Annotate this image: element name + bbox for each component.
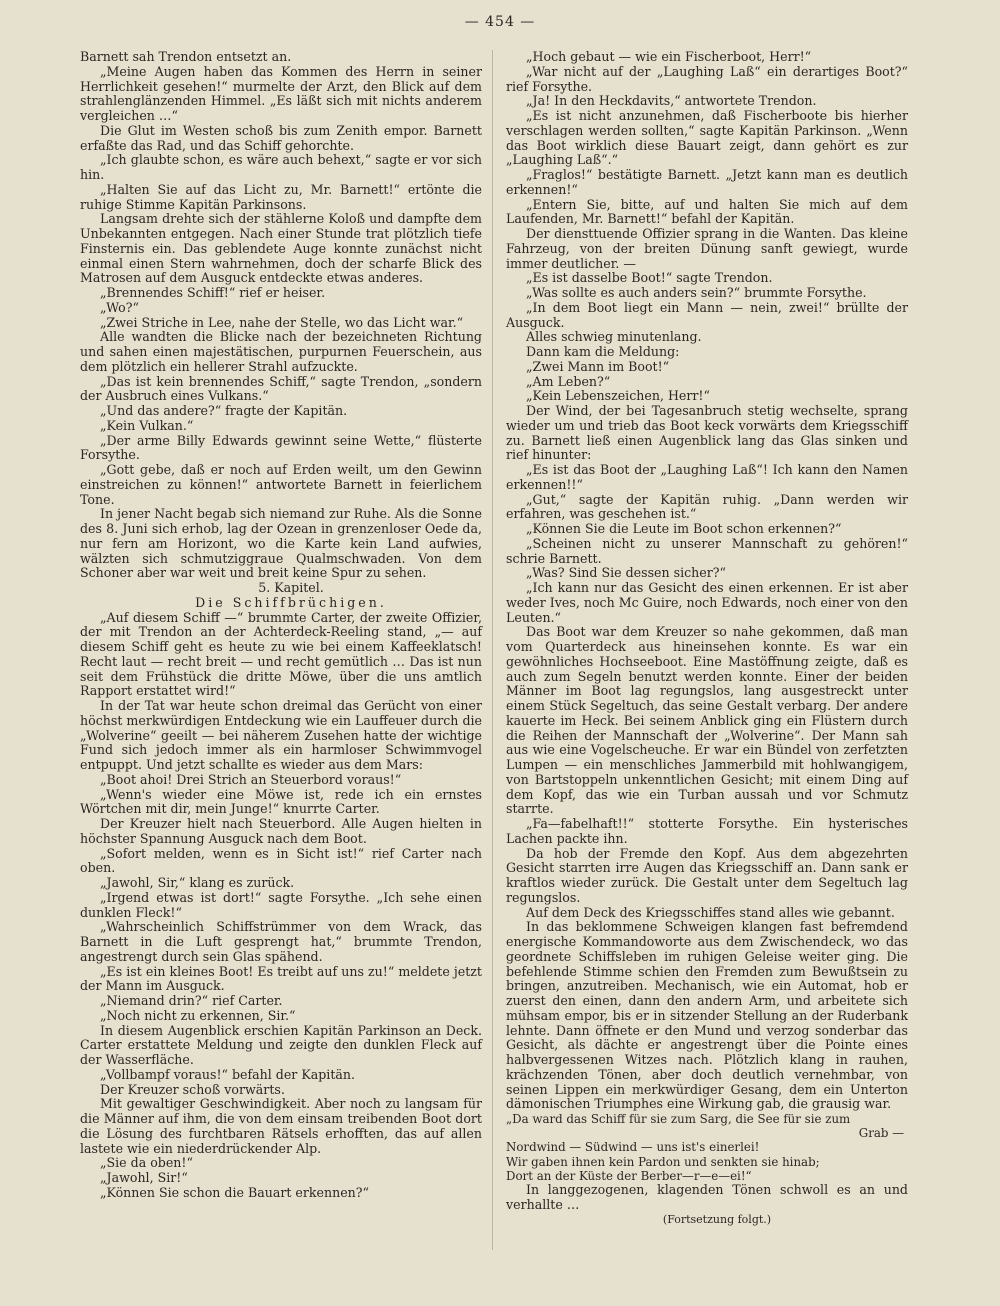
left-paragraphs	[80, 50, 482, 581]
paragraph: „Wenn's wieder eine Möwe ist, rede ich ein ernstes Wörtchen mit dir, mein Junge!“ knurrte Carter.	[80, 786, 482, 817]
paragraph: In das beklommene Schweigen klangen fast befremdend energische Kommandoworte aus dem Zwischendeck, wo das geordnete Schiffsleben im ruhigen Geleise weiter ging. Die befehlende Stimme schien den Fremden zum Bewußtsein zu bringen, anzutreiben. Mechanisch, wie ein Automat, hob er zuerst den einen, dann den andern Arm, und arbeitete sich mühsam empor, bis er in sitzender Stellung an der Ruderbank lehnte. Dann öffnete er den Mund und verzog sonderbar das Gesicht, als dächte er angestrengt über die Pointe eines halbvergessenen Witzes nach. Plötzlich klang in rauhen, krächzenden Tönen, aber doch deutlich vernehmbar, von seinen Lippen ein merkwürdiger Gesang, dem ein Unterton dämonischen Triumphes eine Wirkung gab, die grausig war.	[506, 919, 908, 1112]
paragraph: „Sie da oben!“	[100, 1155, 193, 1171]
paragraph: „Hoch gebaut — wie ein Fischerboot, Herr!“	[526, 49, 812, 64]
paragraph: „Boot ahoi! Drei Strich an Steuerbord voraus!“	[100, 771, 402, 787]
paragraph: „Es ist dasselbe Boot!“ sagte Trendon.	[526, 270, 773, 286]
paragraph: „Niemand drin?“ rief Carter.	[100, 993, 283, 1008]
paragraph: „Irgend etwas ist dort!“ sagte Forsythe. „Ich sehe einen dunklen Fleck!“	[80, 889, 482, 920]
paragraph: „Ich glaubte schon, es wäre auch behext,“ sagte er vor sich hin.	[80, 152, 482, 182]
verse-line-end: Grab —	[858, 1126, 904, 1141]
paragraph: „Ich kann nur das Gesicht des einen erkennen. Er ist aber weder Ives, noch Mc Guire, noch Edwards, noch einer von den Leuten.“	[506, 580, 908, 625]
paragraph: „Es ist das Boot der „Laughing Laß“! Ich kann den Namen erkennen!!“	[506, 462, 908, 492]
paragraph: „Am Leben?“	[526, 373, 611, 389]
left-column	[80, 50, 482, 1201]
paragraph: Auf dem Deck des Kriegsschiffes stand alles wie gebannt.	[526, 904, 895, 920]
paragraph: In der Tat war heute schon dreimal das Gerücht von einer höchst merkwürdigen Entdeckung wie ein Lauffeuer durch die „Wolverine“ geeilt — bei näherem Zusehen hatte der wichtige Fund sich jedoch immer als ein harmloser Schwimmvogel entpuppt. Und jetzt schallte es wieder aus dem Mars:	[80, 698, 482, 772]
paragraph: Langsam drehte sich der stählerne Koloß und dampfte dem Unbekannten entgegen. Nach einer Stunde trat plötzlich tiefe Finsternis ein. Das geblendete Auge konnte zunächst nicht einmal einen Stern wahrnehmen, doch der scharfe Blick des Matrosen auf dem Ausguck entdeckte etwas anderes.	[80, 211, 482, 286]
verse-line: Nordwind — Südwind — uns ist's einerlei!	[506, 1140, 760, 1155]
paragraph: Der diensttuende Offizier sprang in die Wanten. Das kleine Fahrzeug, von der breiten Dünung sanft gewiegt, wurde immer deutlicher. —	[506, 226, 908, 271]
right-paragraphs-after	[506, 1183, 908, 1213]
paragraph: Barnett sah Trendon entsetzt an.	[80, 49, 292, 64]
paragraph: „Scheinen nicht zu unserer Mannschaft zu gehören!“ schrie Barnett.	[506, 535, 908, 566]
paragraph: „Zwei Striche in Lee, nahe der Stelle, wo das Licht war.“	[100, 314, 464, 330]
paragraph: Alle wandten die Blicke nach der bezeichneten Richtung und sahen einen majestätischen, purpurnen Feuerschein, aus dem plötzlich ein hellerer Strahl aufzuckte.	[80, 329, 482, 374]
paragraph: „Das ist kein brennendes Schiff,“ sagte Trendon, „sondern der Ausbruch eines Vulkans.“	[80, 373, 482, 404]
column-rule	[492, 50, 493, 1250]
page-number: — 454 —	[464, 14, 536, 30]
paragraph: „Können Sie die Leute im Boot schon erkennen?“	[526, 521, 842, 536]
paragraph: „Auf diesem Schiff —“ brummte Carter, der zweite Offizier, der mit Trendon an der Achterdeck-Reeling stand, „— auf diesem Schiff geht es heute zu wie bei einem Kaffeeklatsch! Recht laut — recht breit — und recht gemütlich … Das ist nun seit dem Frühstück die dritte Möwe, über die uns amtlich Rapport erstattet wird!“	[80, 609, 482, 699]
paragraph: „War nicht auf der „Laughing Laß“ ein derartiges Boot?“ rief Forsythe.	[506, 63, 908, 94]
paragraph: In jener Nacht begab sich niemand zur Ruhe. Als die Sonne des 8. Juni sich erhob, lag der Ozean in grenzenloser Oede da, nur fern am Horizont, wo die Karte kein Land aufwies, wälzten sich schmutziggraue Qualmschwaden. Von dem Schoner aber war weit und breit keine Spur zu sehen.	[80, 506, 482, 581]
paragraph: „Sofort melden, wenn es in Sicht ist!“ rief Carter nach oben.	[80, 845, 482, 876]
paragraph: Mit gewaltiger Geschwindigkeit. Aber noch zu langsam für die Männer auf ihm, die von dem einsam treibenden Boot dort die Lösung des furchtbaren Rätsels erhofften, das auf allen lastete wie ein niederdrückender Alp.	[80, 1096, 482, 1156]
paragraph: Alles schwieg minutenlang.	[526, 329, 702, 345]
left-paragraphs-after	[80, 611, 482, 1201]
right-column	[506, 50, 908, 1227]
paragraph: „In dem Boot liegt ein Mann — nein, zwei!“ brüllte der Ausguck.	[506, 299, 908, 330]
paragraph: Die Glut im Westen schoß bis zum Zenith empor. Barnett erfaßte das Rad, und das Schiff gehorchte.	[80, 122, 482, 153]
paragraph: „Fa—fabelhaft!!“ stotterte Forsythe. Ein hysterisches Lachen packte ihn.	[506, 816, 908, 846]
song-verse	[506, 1112, 908, 1183]
paragraph: Dann kam die Meldung:	[526, 344, 680, 359]
paragraph: „Können Sie schon die Bauart erkennen?“	[100, 1184, 369, 1200]
verse-line: Wir gaben ihnen kein Pardon und senkten sie hinab;	[506, 1154, 820, 1169]
paragraph: „Was? Sind Sie dessen sicher?“	[526, 565, 726, 581]
continuation-note: (Fortsetzung folgt.)	[662, 1212, 772, 1226]
paragraph: „Wo?“	[100, 299, 139, 315]
paragraph: „Es ist ein kleines Boot! Es treibt auf uns zu!“ meldete jetzt der Mann im Ausguck.	[80, 963, 482, 994]
paragraph: „Kein Vulkan.“	[100, 417, 194, 433]
paragraph: „Fraglos!“ bestätigte Barnett. „Jetzt kann man es deutlich erkennen!“	[506, 167, 908, 197]
paragraph: „Wahrscheinlich Schiffstrümmer von dem Wrack, das Barnett in die Luft gesprengt hat,“ brummte Trendon, angestrengt durch sein Glas spähend.	[80, 919, 482, 964]
right-paragraphs	[506, 50, 908, 1112]
paragraph: „Der arme Billy Edwards gewinnt seine Wette,“ flüsterte Forsythe.	[80, 432, 482, 463]
paragraph: „Kein Lebenszeichen, Herr!“	[526, 388, 710, 404]
paragraph: „Halten Sie auf das Licht zu, Mr. Barnett!“ ertönte die ruhige Stimme Kapitän Parkinsons.	[80, 181, 482, 212]
paragraph: „Jawohl, Sir,“ klang es zurück.	[100, 875, 295, 890]
paragraph: „Noch nicht zu erkennen, Sir.“	[100, 1007, 296, 1023]
paragraph: Das Boot war dem Kreuzer so nahe gekommen, daß man vom Quarterdeck aus hineinsehen konnte. Es war ein gewöhnliches Hochseeboot. Eine Mastöffnung zeigte, daß es auch zum Segeln benutzt werden konnte. Einer der beiden Männer im Boot lag regungslos, lang ausgestreckt unter einem Stück Segeltuch, das seine Gestalt verbarg. Der andere kauerte im Heck. Bei seinem Anblick ging ein Flüstern durch die Reihen der Mannschaft der „Wolverine“. Der Mann sah aus wie eine Vogelscheuche. Er war ein Bündel von zerfetzten Lumpen — ein menschliches Jammerbild mit hohlwangigem, von Bartstoppeln unkenntlichen Gesicht; mit einem Ding auf dem Kopf, das wie ein Turban aussah und vor Schmutz starrte.	[506, 624, 908, 817]
paragraph: Der Kreuzer schoß vorwärts.	[100, 1081, 285, 1097]
paragraph: „Vollbampf voraus!“ befahl der Kapitän.	[100, 1066, 356, 1082]
chapter-title: Die Schiffbrüchigen.	[195, 594, 387, 610]
paragraph: In langgezogenen, klagenden Tönen schwoll es an und verhallte …	[506, 1182, 908, 1212]
paragraph: In diesem Augenblick erschien Kapitän Parkinson an Deck. Carter erstattete Meldung und zeigte den dunklen Fleck auf der Wasserfläche.	[80, 1022, 482, 1067]
paragraph: Da hob der Fremde den Kopf. Aus dem abgezehrten Gesicht starrten irre Augen das Kriegsschiff an. Dann sank er kraftlos wieder zurück. Die Gestalt unter dem Segeltuch lag regungslos.	[506, 845, 908, 905]
paragraph: „Und das andere?“ fragte der Kapitän.	[100, 403, 348, 418]
verse-line: „Da ward das Schiff für sie zum Sarg, die See für sie zum	[506, 1112, 851, 1126]
paragraph: Der Wind, der bei Tagesanbruch stetig wechselte, sprang wieder um und trieb das Boot keck vorwärts dem Kriegsschiff zu. Barnett ließ einen Augenblick lang das Glas sinken und rief hinunter:	[506, 403, 908, 463]
paragraph: „Jawohl, Sir!“	[100, 1170, 188, 1185]
paragraph: „Es ist nicht anzunehmen, daß Fischerboote bis hierher verschlagen werden sollten,“ sagte Kapitän Parkinson. „Wenn das Boot wirklich diese Bauart zeigt, dann gehört es zur „Laughing Laß“.“	[506, 108, 908, 168]
paragraph: „Gott gebe, daß er noch auf Erden weilt, um den Gewinn einstreichen zu können!“ antwortete Barnett in feierlichem Tone.	[80, 462, 482, 507]
chapter-number: 5. Kapitel.	[258, 580, 324, 595]
paragraph: „Zwei Mann im Boot!“	[526, 358, 670, 374]
paragraph: „Ja! In den Heckdavits,“ antwortete Trendon.	[526, 93, 817, 109]
paragraph: Der Kreuzer hielt nach Steuerbord. Alle Augen hielten in höchster Spannung Ausguck nach dem Boot.	[80, 816, 482, 846]
paragraph: „Entern Sie, bitte, auf und halten Sie mich auf dem Laufenden, Mr. Barnett!“ befahl der Kapitän.	[506, 196, 908, 227]
paragraph: „Was sollte es auch anders sein?“ brummte Forsythe.	[526, 285, 867, 300]
verse-line: Dort an der Küste der Berber—r—e—ei!“	[506, 1168, 752, 1183]
paragraph: „Gut,“ sagte der Kapitän ruhig. „Dann werden wir erfahren, was geschehen ist.“	[506, 491, 908, 522]
paragraph: „Brennendes Schiff!“ rief er heiser.	[100, 285, 326, 300]
paragraph: „Meine Augen haben das Kommen des Herrn in seiner Herrlichkeit gesehen!“ murmelte der Arzt, den Blick auf dem strahlenglänzenden Himmel. „Es läßt sich mit nichts anderem vergleichen …“	[80, 63, 482, 123]
